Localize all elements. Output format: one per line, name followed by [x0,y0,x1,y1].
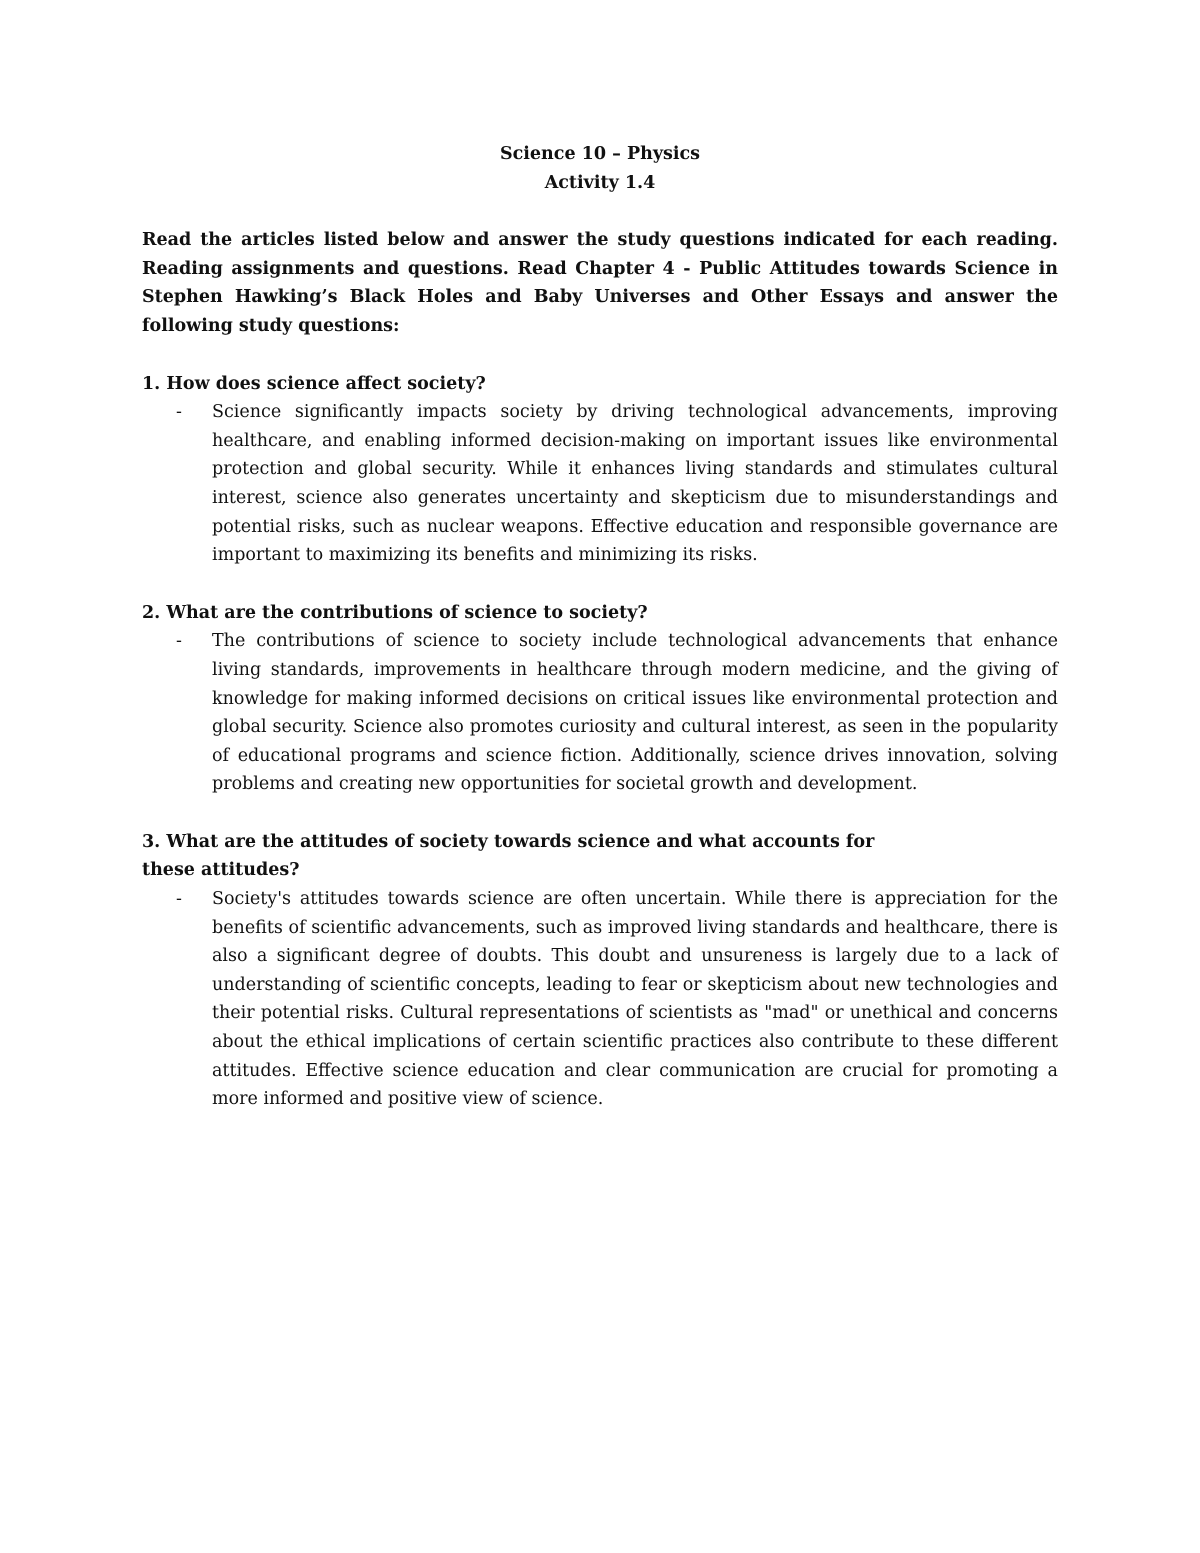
question-heading: 1. How does science affect society? [142,373,486,394]
instructions-paragraph: Read the articles listed below and answer the study questions indicated for each reading. Reading assignments and questions. Read Chapter 4 - Public Attitudes towards Science in Stephen Hawking’s Black Holes and Baby Universes and Other Essays and answer the following study questions: [142,230,1058,336]
answer-text: The contributions of science to society include technological advancements that enhance living standards, improvements in healthcare through modern medicine, and the giving of knowledge for making informed decisions on critical issues like environmental protection and global security. Science also promotes curiosity and cultural interest, as seen in the popularity of educational programs and science fiction. Additionally, science drives innovation, solving problems and creating new opportunities for societal growth and development. [212,631,1058,795]
question-heading-line-1: 3. What are the attitudes of society towards science and what accounts for [142,831,875,852]
document-title: Science 10 – Physics [499,144,701,164]
question-block-2 [142,599,1058,799]
question-block-1 [142,370,1058,570]
list-bullet: - [176,402,182,423]
question-heading-line-2: these attitudes? [142,860,300,881]
answer-text: Science significantly impacts society by driving technological advancements, improving healthcare, and enabling informed decision-making on important issues like environmental protection and global security. While it enhances living standards and stimulates cultural interest, science also generates uncertainty and skepticism due to misunderstandings and potential risks, such as nuclear weapons. Effective education and responsible governance are important to maximizing its benefits and minimizing its risks. [212,402,1058,566]
list-bullet: - [176,631,182,652]
list-bullet: - [176,889,182,910]
question-heading: 2. What are the contributions of science to society? [142,602,648,623]
document-subtitle: Activity 1.4 [544,172,656,193]
answer-paragraph [142,885,1058,1114]
question-block-3 [142,828,1058,1114]
answer-text: Society's attitudes towards science are often uncertain. While there is appreciation for the benefits of scientific advancements, such as improved living standards and healthcare, there is also a significant degree of doubts. This doubt and unsureness is largely due to a lack of understanding of scientific concepts, leading to fear or skepticism about new technologies and their potential risks. Cultural representations of scientists as "mad" or unethical and concerns about the ethical implications of certain scientific practices also contribute to these different attitudes. Effective science education and clear communication are crucial for promoting a more informed and positive view of science. [212,889,1058,1110]
answer-paragraph [142,398,1058,570]
document-content [142,140,1058,1114]
answer-paragraph [142,627,1058,799]
